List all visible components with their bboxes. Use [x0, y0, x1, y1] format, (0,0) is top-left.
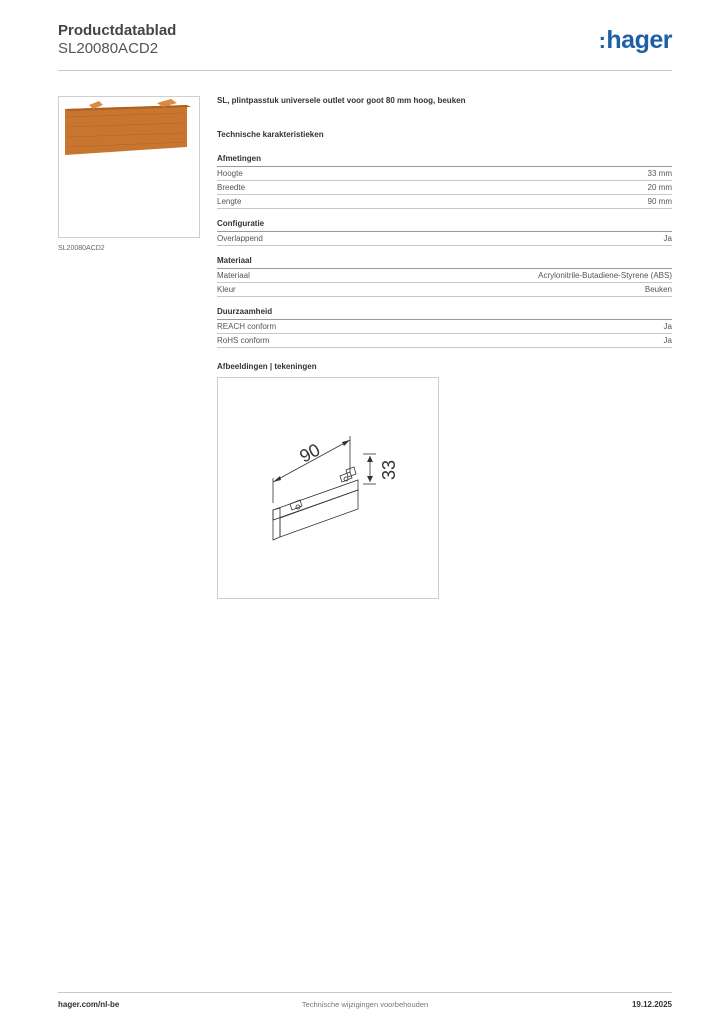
section-materiaal — [217, 256, 672, 297]
footer-date: 19.12.2025 — [631, 1000, 672, 1009]
page-header — [58, 22, 672, 71]
drawings-title: Afbeeldingen | tekeningen — [217, 362, 317, 371]
spec-value: Ja — [663, 322, 672, 331]
spec-row — [217, 334, 672, 348]
spec-label: Kleur — [217, 285, 236, 294]
page-footer — [58, 992, 672, 1017]
spec-row — [217, 269, 672, 283]
spec-label: Breedte — [217, 183, 246, 192]
spec-value: Acrylonitrile-Butadiene-Styrene (ABS) — [538, 271, 672, 280]
footer-website-link[interactable]: hager.com/nl-be — [58, 1000, 120, 1009]
product-photo — [58, 96, 200, 238]
photo-caption: SL20080ACD2 — [58, 245, 105, 252]
dimension-drawing-icon — [218, 378, 438, 598]
hager-logo — [599, 26, 672, 55]
spec-value: Ja — [663, 336, 672, 345]
section-duurzaamheid — [217, 307, 672, 348]
dim-height-label: 33 — [379, 459, 399, 480]
spec-row — [217, 195, 672, 209]
footer-disclaimer: Technische wijzigingen voorbehouden — [301, 1000, 429, 1009]
main-content — [217, 96, 672, 599]
spec-label: Materiaal — [217, 271, 250, 280]
spec-value: 33 mm — [647, 169, 672, 178]
spec-value: Beuken — [644, 285, 672, 294]
technical-drawing — [217, 377, 439, 599]
dim-length-label: 90 — [296, 439, 324, 467]
spec-row — [217, 167, 672, 181]
product-reference: SL20080ACD2 — [58, 40, 159, 57]
spec-value: 20 mm — [647, 183, 672, 192]
section-title: Duurzaamheid — [217, 307, 672, 320]
section-title: Materiaal — [217, 256, 672, 269]
section-configuratie — [217, 219, 672, 246]
spec-value: 90 mm — [647, 197, 672, 206]
spec-label: RoHS conform — [217, 336, 270, 345]
logo-text: hager — [606, 26, 672, 54]
spec-label: REACH conform — [217, 322, 277, 331]
spec-row — [217, 232, 672, 246]
spec-row — [217, 320, 672, 334]
product-image-icon — [59, 97, 199, 237]
section-afmetingen — [217, 154, 672, 209]
spec-label: Lengte — [217, 197, 242, 206]
spec-row — [217, 283, 672, 297]
product-description: SL, plintpasstuk universele outlet voor goot 80 mm hoog, beuken — [217, 96, 466, 105]
logo-dots-icon: : — [598, 28, 606, 53]
specs-title: Technische karakteristieken — [217, 130, 324, 139]
section-title: Afmetingen — [217, 154, 672, 167]
spec-label: Hoogte — [217, 169, 243, 178]
spec-row — [217, 181, 672, 195]
spec-value: Ja — [663, 234, 672, 243]
spec-label: Overlappend — [217, 234, 263, 243]
document-title: Productdatablad — [58, 22, 177, 39]
section-title: Configuratie — [217, 219, 672, 232]
